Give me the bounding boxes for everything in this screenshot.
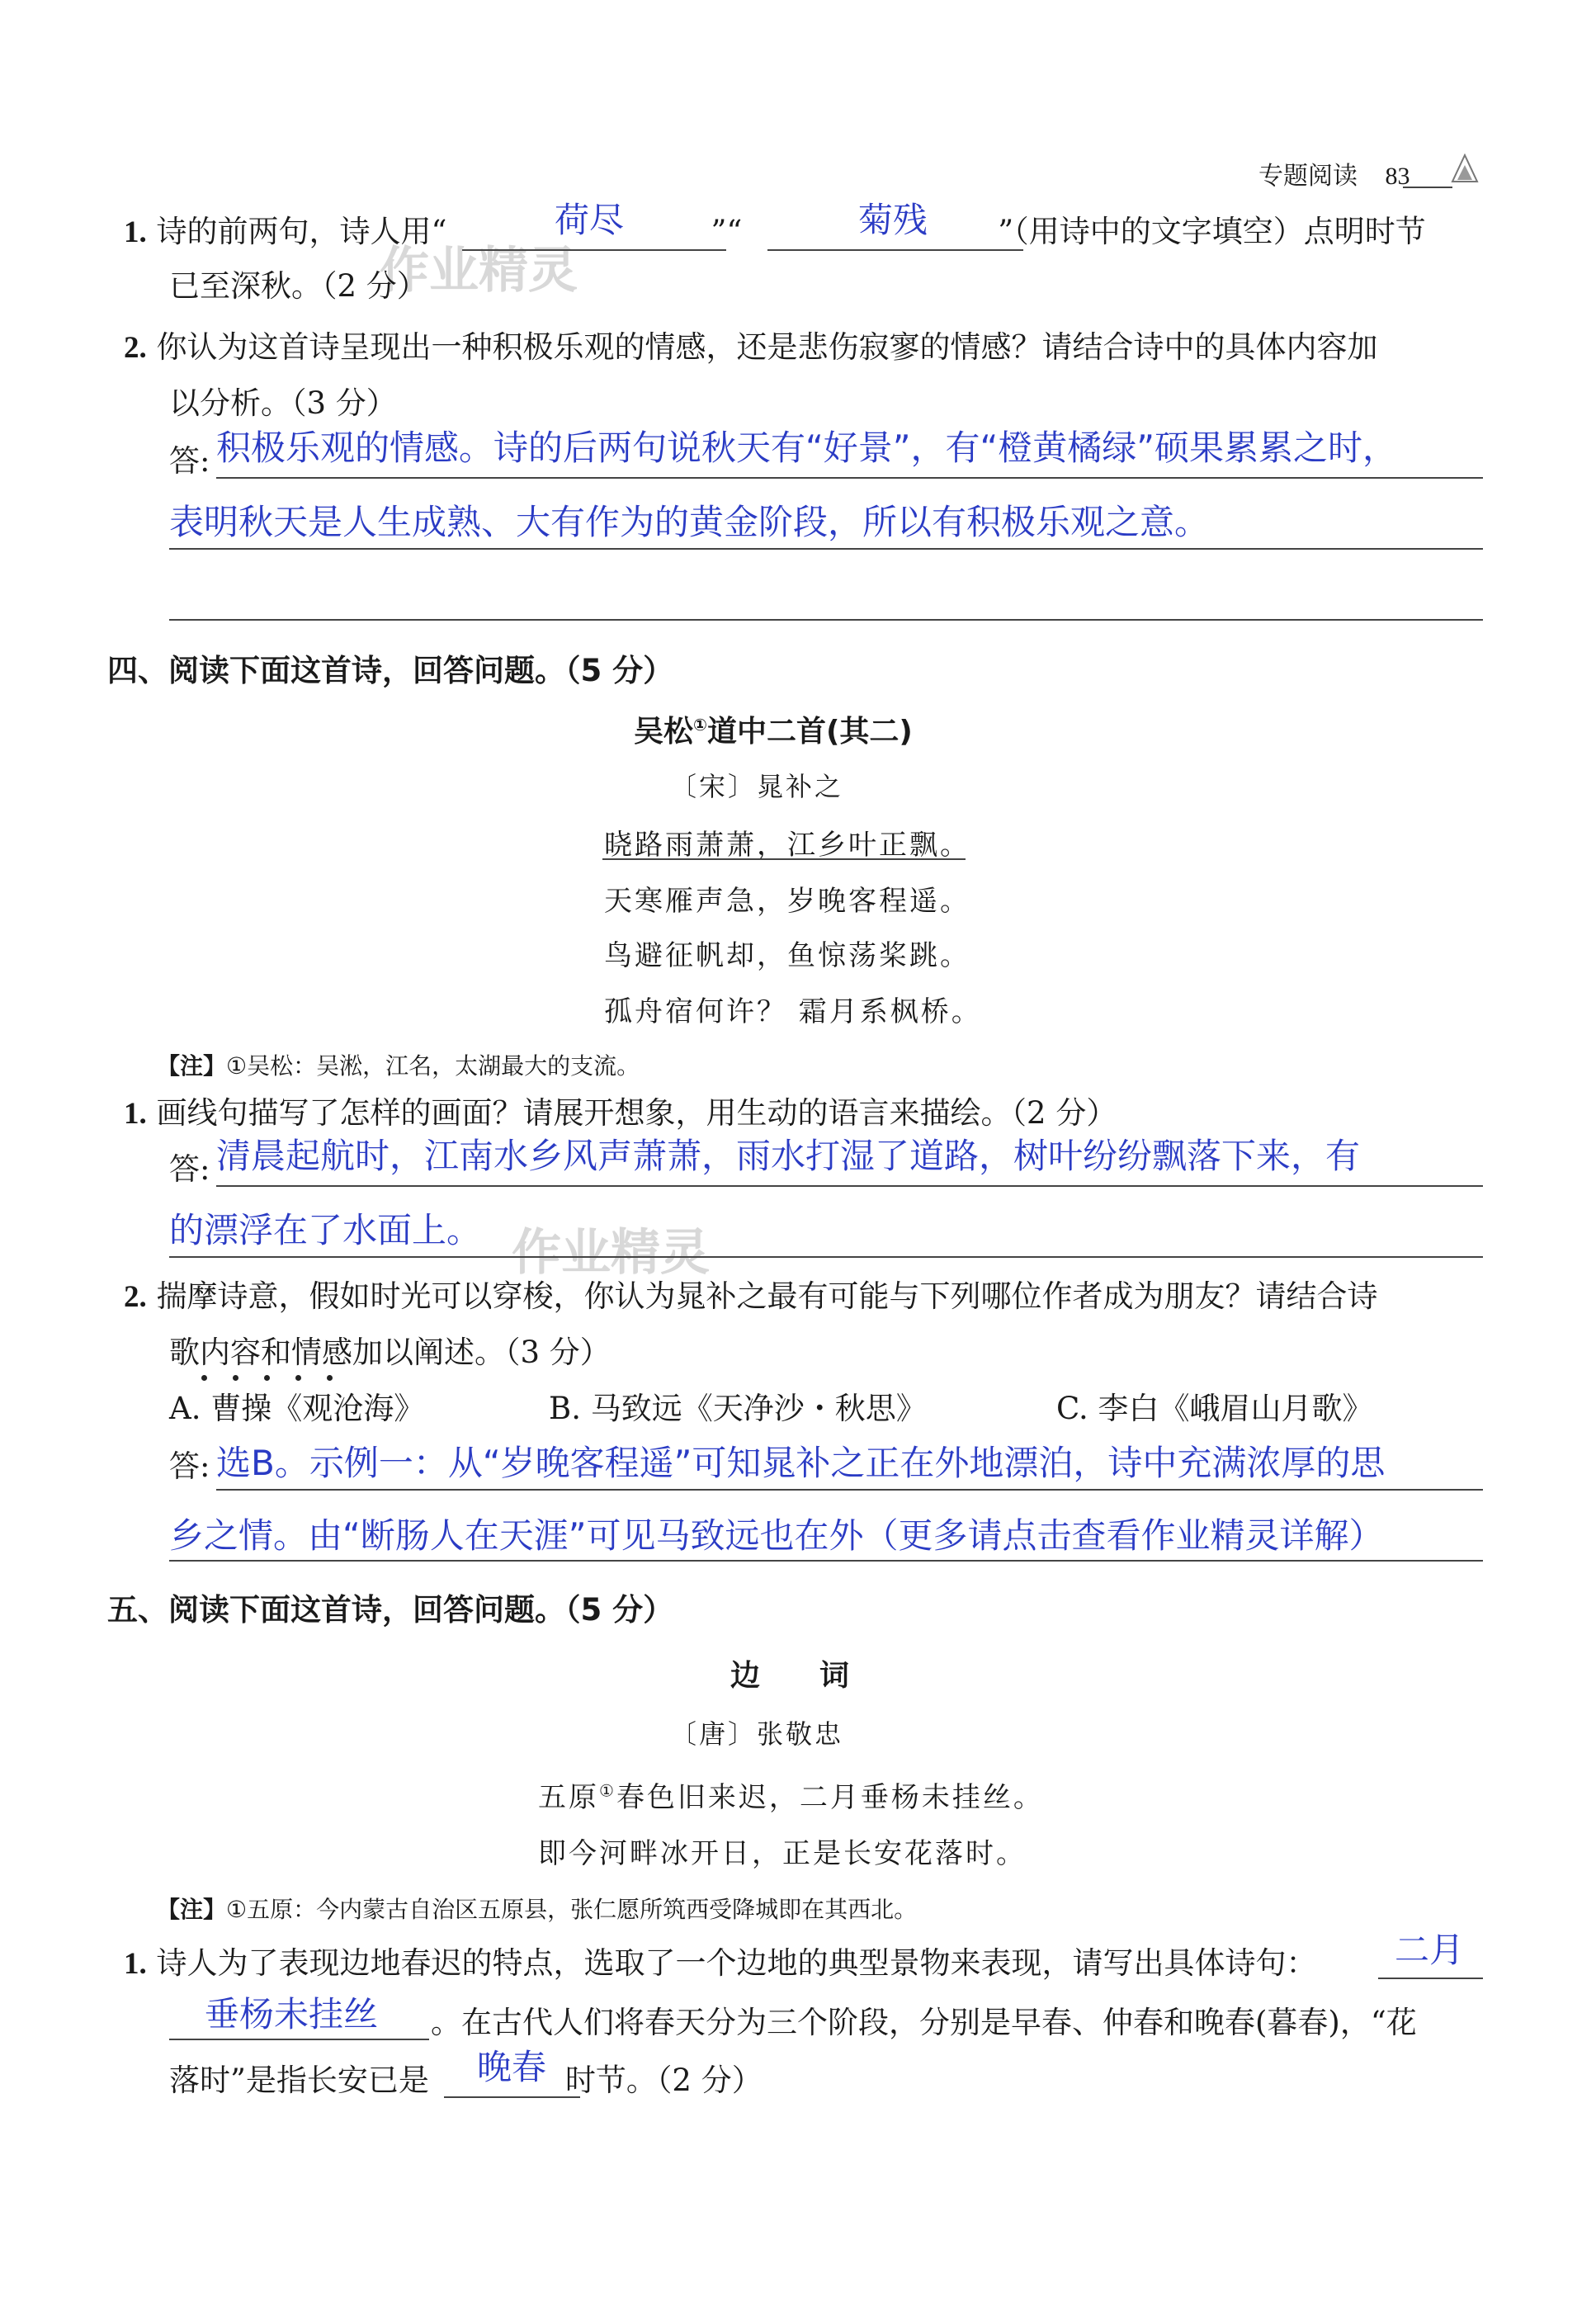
answer-text[interactable]: 选B。示例一：从“岁晚客程遥”可知晁补之正在外地漂泊，诗中充满浓厚的思 [216,1443,1386,1483]
header-underline [1403,187,1452,188]
poem-line: 鸟避征帆却，鱼惊荡桨跳。 [604,939,970,972]
page-number: 83 [1385,163,1410,190]
poem-line-underlined: 晓路雨萧萧，江乡叶正飘。 [604,829,970,862]
poem-note: 【注】①吴松：吴淞，江名，太湖最大的支流。 [157,1052,640,1080]
answer-blank-1[interactable]: 荷尽 [555,200,625,240]
question-text: 已至深秋。（2 分） [169,268,427,304]
question-text: 歌内容和情感加以阐述。（3 分） [169,1335,611,1370]
section-4-title: 四、阅读下面这首诗，回答问题。（5 分） [107,653,674,688]
answer-text[interactable]: 积极乐观的情感。诗的后两句说秋天有“好景”，有“橙黄橘绿”硕果累累之时， [216,428,1398,468]
watermark: 作业精灵 [380,242,578,300]
answer-blank-2[interactable]: 菊残 [858,200,928,240]
watermark: 作业精灵 [512,1224,710,1282]
question-text: 。在古代人们将春天分为三个阶段，分别是早春、仲春和晚春(暮春)，“花 [431,2005,1417,2040]
poem-title: 吴松①道中二首(其二) [634,715,913,749]
answer-text[interactable]: 乡之情。由“断肠人在天涯”可见马致远也在外（更多请点击查看作业精灵详解） [169,1515,1384,1556]
answer-label: 答: [169,443,210,479]
answer-blank-2[interactable]: 垂杨未挂丝 [205,1994,379,2034]
section-label: 专题阅读 [1258,162,1358,191]
question-text: 以分析。（3 分） [169,385,397,421]
poem-title: 边 词 [730,1659,850,1693]
question-5-1: 1. 诗人为了表现边地春迟的特点，选取了一个边地的典型景物来表现，请写出具体诗句： [124,1945,1317,1981]
question-3-2: 2. 你认为这首诗呈现出一种积极乐观的情感，还是悲伤寂寥的情感？请结合诗中的具体内容加 [124,329,1378,365]
triangle-logo-icon [1451,154,1479,185]
poem-line: 五原①春色旧来迟，二月垂杨未挂丝。 [538,1780,1044,1814]
answer-text[interactable]: 的漂浮在了水面上。 [169,1210,482,1250]
poem-line: 即今河畔冰开日，正是长安花落时。 [538,1837,1027,1870]
answer-text[interactable]: 表明秋天是人生成熟、大有作为的黄金阶段，所以有积极乐观之意。 [169,502,1210,542]
running-header [1258,155,1410,191]
poem-note: 【注】①五原：今内蒙古自治区五原县，张仁愿所筑西受降城即在其西北。 [157,1896,918,1923]
option-a: A. 曹操《观沧海》 [169,1391,425,1426]
answer-blank-3[interactable]: 晚春 [477,2047,547,2087]
answer-text[interactable]: 清晨起航时，江南水乡风声萧萧，雨水打湿了道路，树叶纷纷飘落下来，有 [216,1136,1361,1176]
poem-line: 孤舟宿何许？ 霜月系枫桥。 [604,995,982,1028]
poem-line: 天寒雁声急，岁晚客程遥。 [604,885,970,918]
section-5-title: 五、阅读下面这首诗，回答问题。（5 分） [107,1592,674,1628]
option-c: C. 李白《峨眉山月歌》 [1056,1391,1373,1426]
answer-label: 答: [169,1448,210,1484]
option-b: B. 马致远《天净沙・秋思》 [549,1391,927,1426]
answer-label: 答: [169,1151,210,1187]
question-3-1: 1. 诗的前两句，诗人用“ ”“ ”（用诗中的文字填空）点明时节 [124,214,1426,249]
question-4-1: 1. 画线句描写了怎样的画面？请展开想象，用生动的语言来描绘。（2 分） [124,1095,1117,1131]
question-4-2: 2. 揣摩诗意，假如时光可以穿梭，你认为晁补之最有可能与下列哪位作者成为朋友？请结合诗 [124,1278,1378,1314]
poem-author: 〔唐〕张敬忠 [670,1718,844,1750]
poem-author: 〔宋〕晁补之 [670,771,844,802]
question-text: 落时”是指长安已是 时节。（2 分） [169,2063,763,2098]
answer-blank-1[interactable]: 二月 [1395,1930,1465,1970]
